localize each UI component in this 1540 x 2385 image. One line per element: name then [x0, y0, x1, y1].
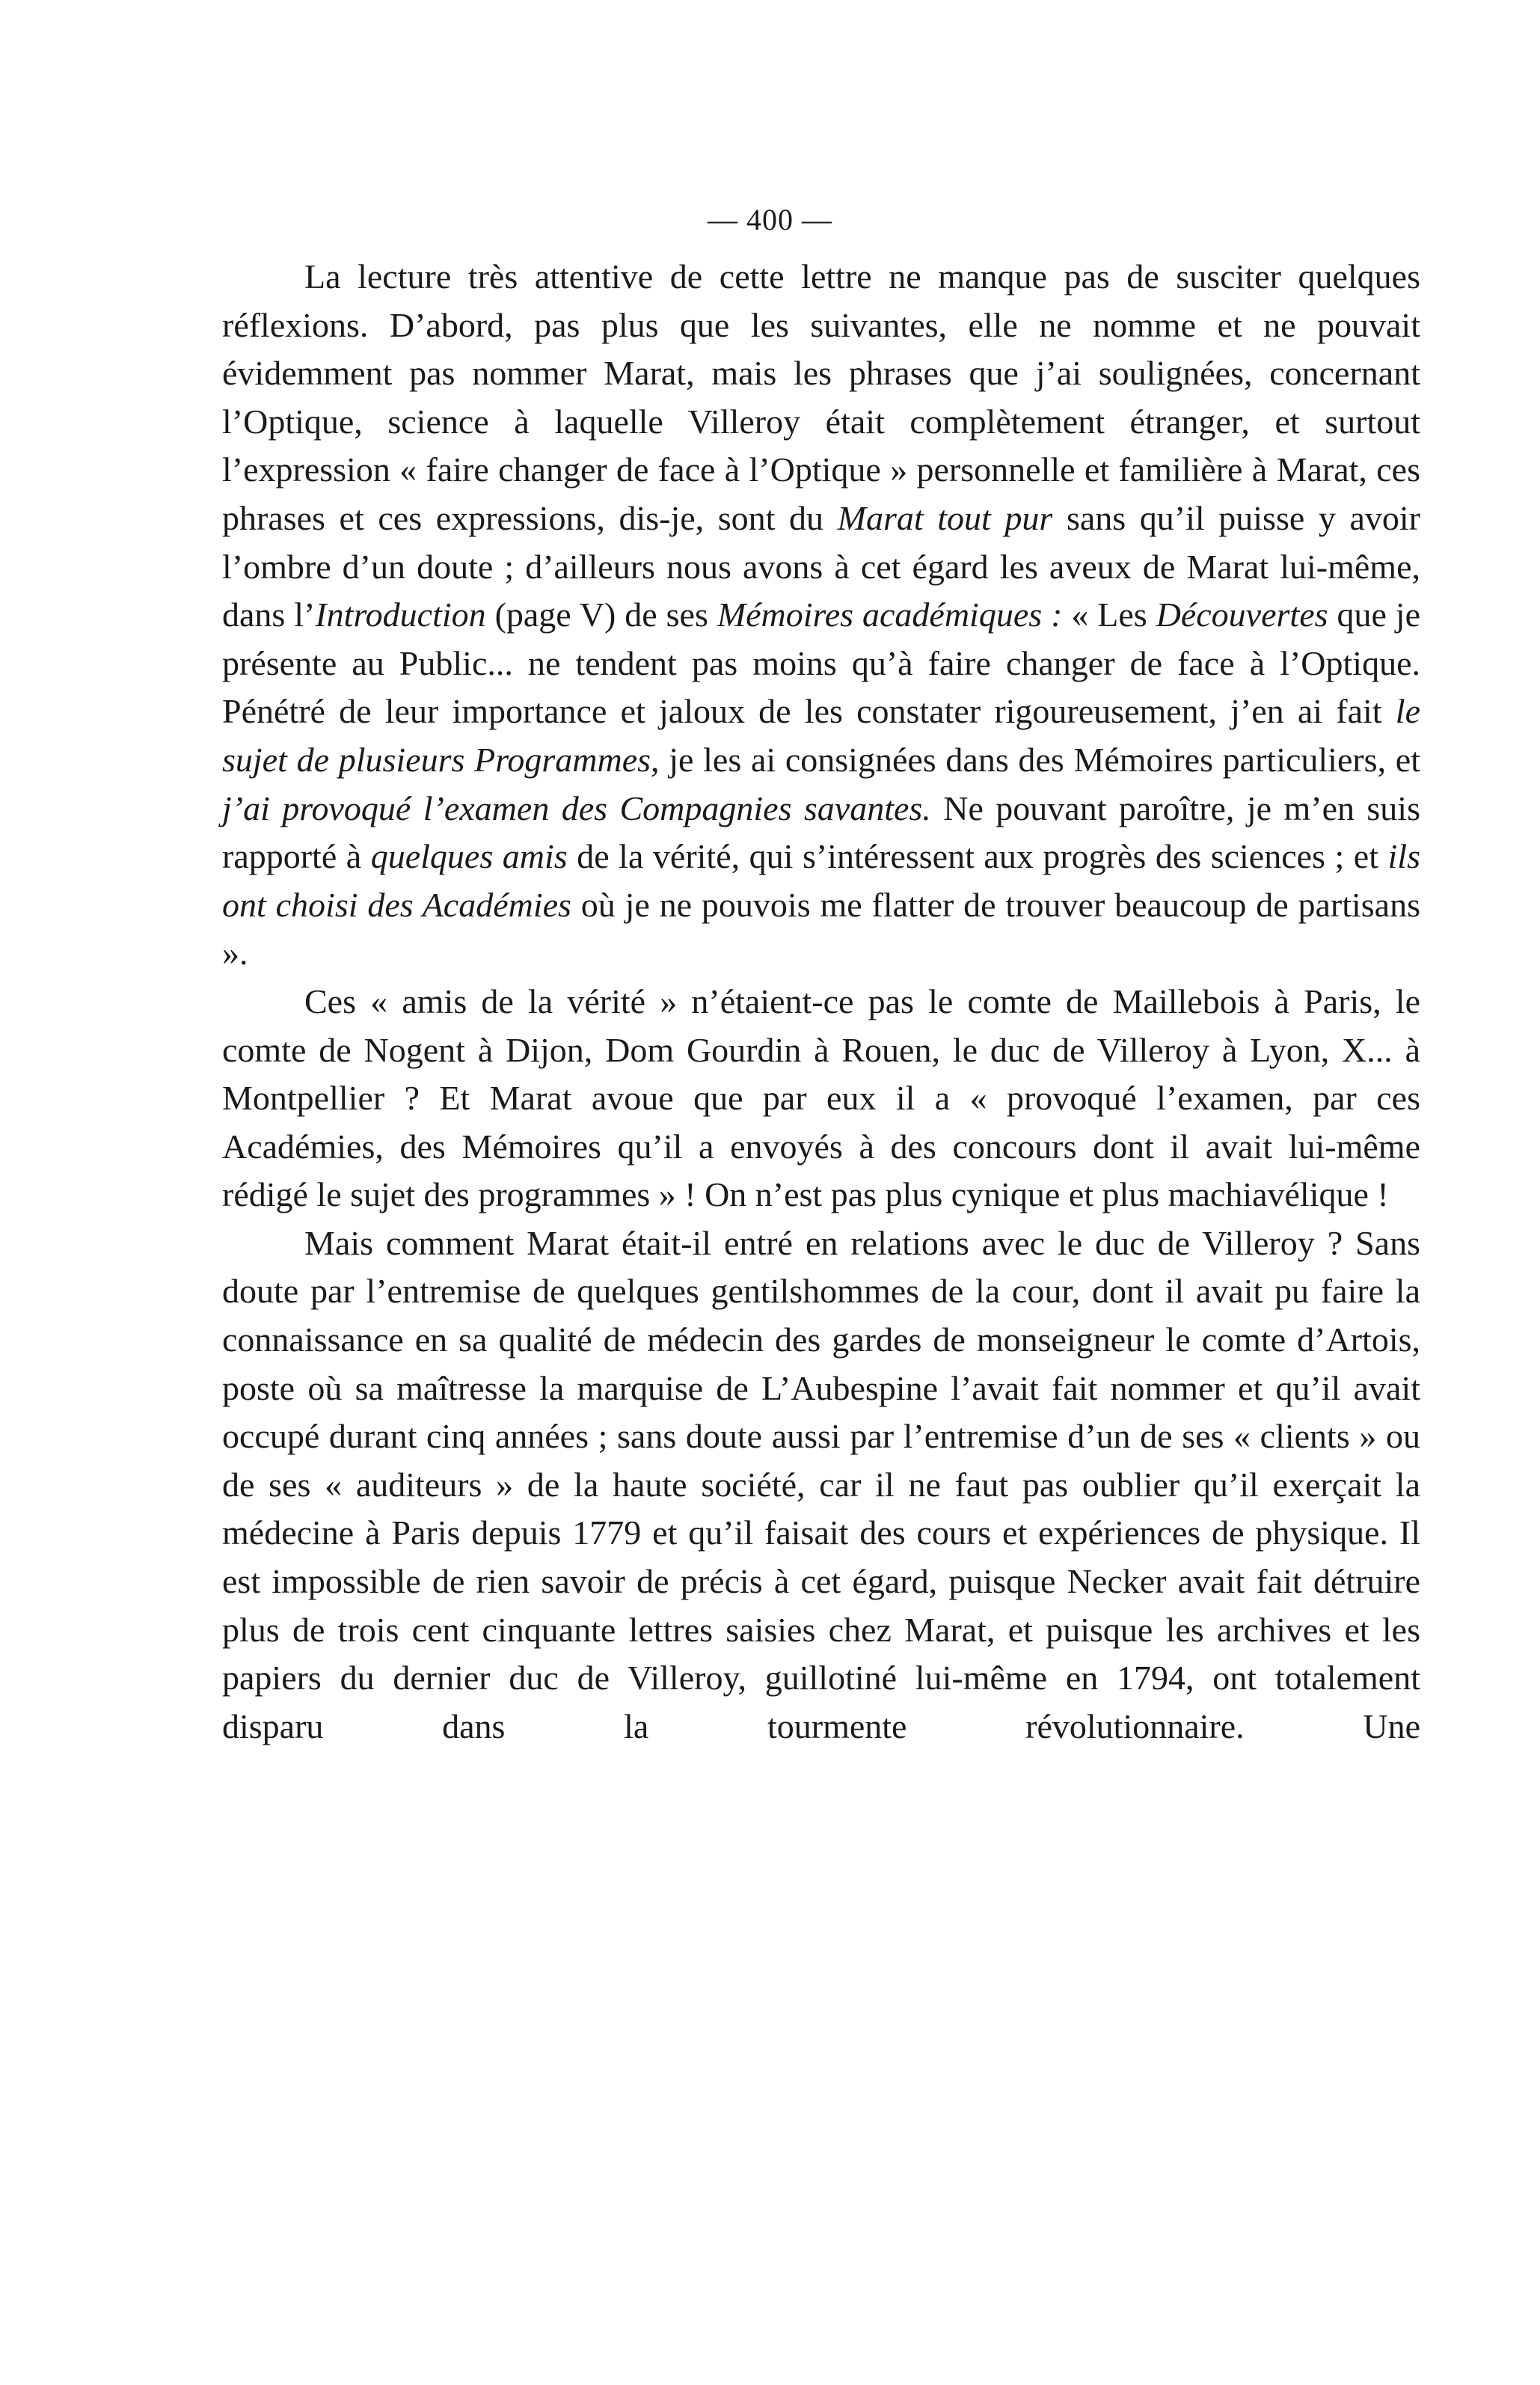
- italic-run: Découvertes: [1156, 596, 1328, 634]
- italic-run: quelques amis: [370, 837, 568, 876]
- paragraph: [222, 978, 1420, 1219]
- body-text: [222, 253, 1420, 1751]
- text-run: où je ne pouvois me flatter de trouver beaucoup de partisans ».: [222, 885, 1420, 973]
- text-run: (page V) de ses: [485, 596, 717, 634]
- page-number: — 400 —: [708, 203, 832, 236]
- italic-run: Introduction: [315, 596, 486, 634]
- italic-run: Mémoires académiques :: [717, 596, 1063, 634]
- paragraph: [222, 253, 1420, 978]
- text-run: sans qu’il puisse y avoir l’ombre d’un doute ; d’ailleurs nous avons à cet égard les aveux de Marat lui-même, dans l’: [222, 498, 1420, 634]
- text-run: Ne pouvant paroître, je m’en suis rapporté à: [222, 789, 1420, 876]
- text-run: je les ai consignées dans des Mémoires particuliers, et: [659, 740, 1420, 779]
- italic-run: Marat tout pur: [837, 498, 1053, 537]
- italic-run: ils ont choisi des Académies: [222, 837, 1420, 924]
- text-run: La lecture très attentive de cette lettre ne manque pas de susciter quelques réflexions. D’abord, pas plus que les suivantes, elle ne nomme et ne pouvait évidemment pas nommer Marat, mais les phrases que j’ai soulignées, concernant l’Optique, science à laquelle Villeroy était complètement étranger, et surtout l’expression « faire changer de face à l’Optique » personnelle et familière à Marat, ces phrases et ces expressions, dis-je, sont du: [222, 257, 1420, 537]
- text-run: « Les: [1062, 596, 1156, 634]
- text-run: Ces « amis de la vérité » n’étaient-ce pas le comte de Maillebois à Paris, le comte de Nogent à Dijon, Dom Gourdin à Rouen, le duc de Villeroy à Lyon, X... à Montpellier ? Et Marat avoue que par eux il a « provoqué l’examen, par ces Académies, des Mémoires qu’il a envoyés à des concours dont il avait lui-même rédigé le sujet des programmes » ! On n’est pas plus cynique et plus machiavélique !: [222, 982, 1420, 1214]
- text-run: que je présente au Public... ne tendent pas moins qu’à faire changer de face à l’Optique. Pénétré de leur importance et jaloux de les constater rigoureusement, j’en ai fait: [222, 596, 1420, 731]
- paragraph: [222, 1219, 1420, 1751]
- text-run: Mais comment Marat était-il entré en relations avec le duc de Villeroy ? Sans doute par l’entremise de quelques gentilshommes de la cour, dont il avait pu faire la connaissance en sa qualité de médecin des gardes de monseigneur le comte d’Artois, poste où sa maîtresse la marquise de L’Aubespine l’avait fait nommer et qu’il avait occupé durant cinq années ; sans doute aussi par l’entremise d’un de ses « clients » ou de ses « auditeurs » de la haute société, car il ne faut pas oublier qu’il exerçait la médecine à Paris depuis 1779 et qu’il faisait des cours et expériences de physique. Il est impossible de rien savoir de précis à cet égard, puisque Necker avait fait détruire plus de trois cent cinquante lettres saisies chez Marat, et puisque les archives et les papiers du dernier duc de Villeroy, guillotiné lui-même en 1794, ont totalement disparu dans la tourmente révolutionnaire. Une: [222, 1223, 1420, 1745]
- italic-run: j’ai provoqué l’examen des Compagnies savantes.: [222, 789, 931, 827]
- text-run: de la vérité, qui s’intéressent aux progrès des sciences ; et: [567, 837, 1388, 876]
- italic-run: le sujet de plusieurs Programmes,: [222, 692, 1420, 779]
